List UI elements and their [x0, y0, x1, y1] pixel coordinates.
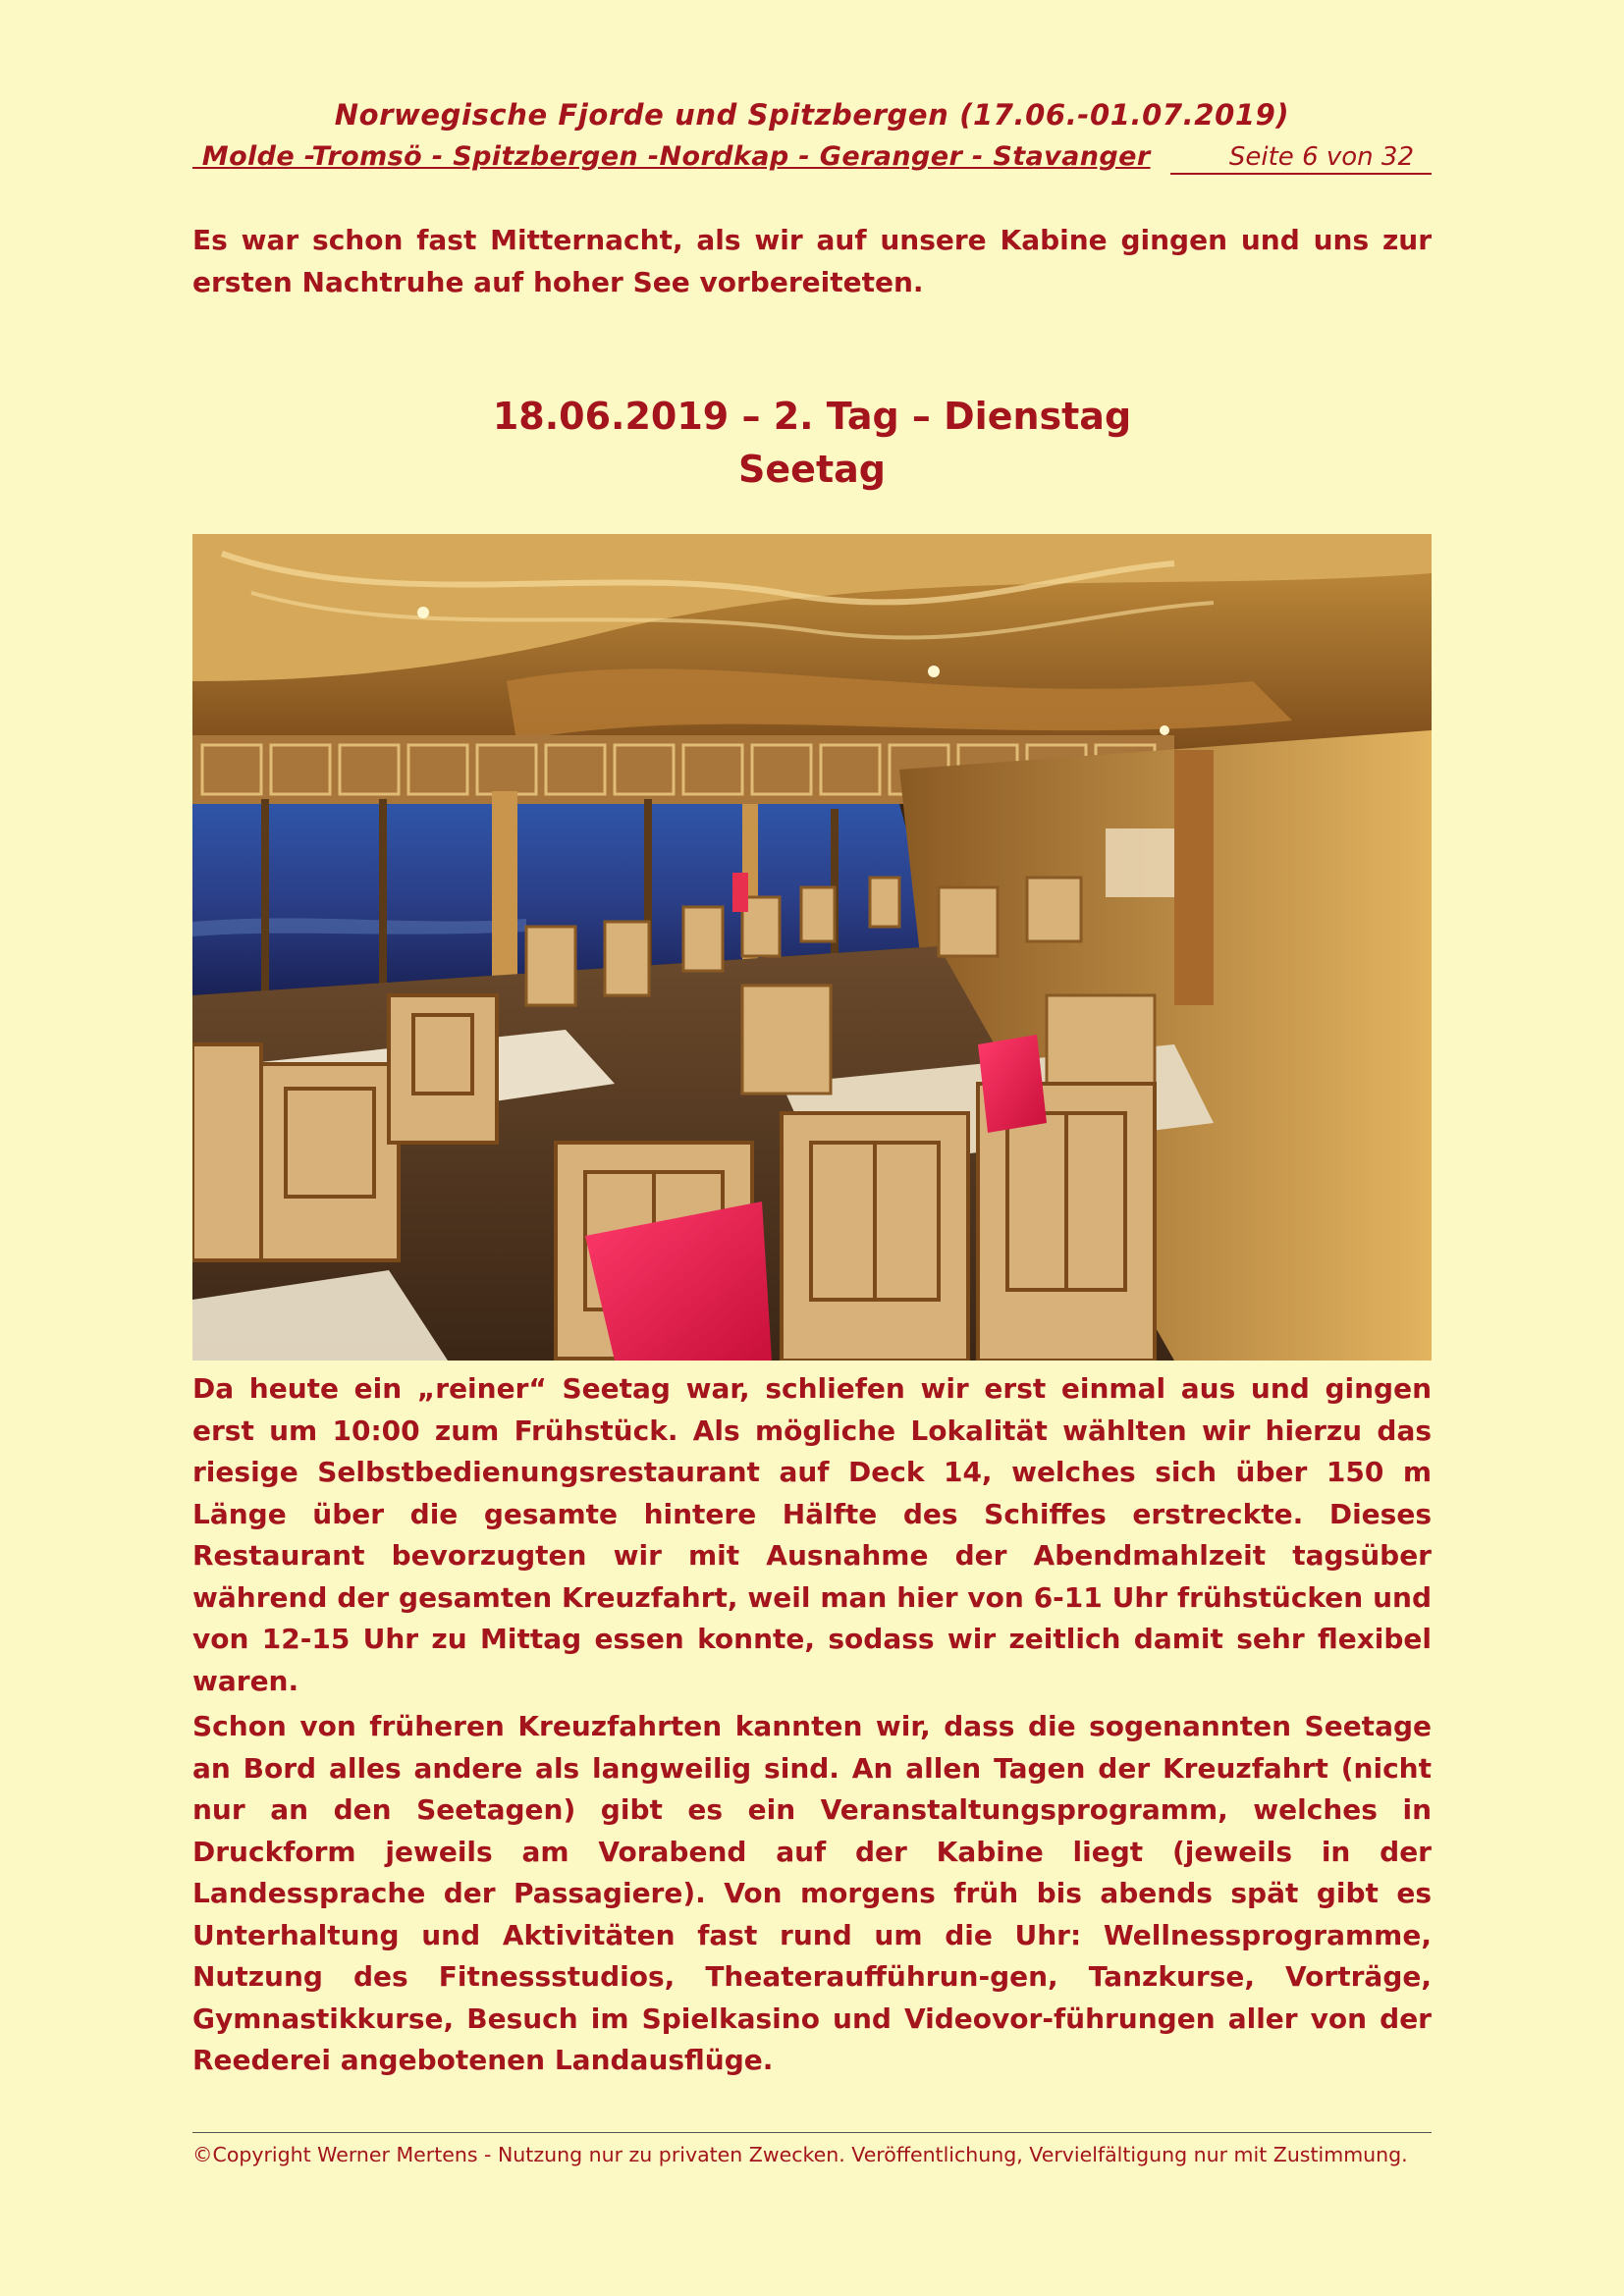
footer-divider [192, 2132, 1432, 2133]
route-text: Molde -Tromsö - Spitzbergen -Nordkap - Geranger - Stavanger [192, 141, 1151, 172]
copyright-footer: ©Copyright Werner Mertens - Nutzung nur zu privaten Zwecken. Veröffentlichung, Vervielfältigung nur mit Zustimmung. [192, 2143, 1408, 2166]
document-title: Norwegische Fjorde und Spitzbergen (17.06.-01.07.2019) [334, 98, 1290, 132]
restaurant-photo [192, 534, 1432, 1361]
paragraph-seaday-program: Schon von früheren Kreuzfahrten kannten wir, dass die sogenannten Seetage an Bord alles andere als langweilig sind. An allen Tagen der Kreuzfahrt (nicht nur an den Seetagen) gibt es ein Veranstaltungsprogramm, welches in Druckform jeweils am Vorabend auf der Kabine liegt (jeweils in der Landessprache der Passagiere). Von morgens früh bis abends spät gibt es Unterhaltung und Aktivitäten fast rund um die Uhr: Wellnessprogramme, Nutzung des Fitnessstudios, Theateraufführun-gen, Tanzkurse, Vorträge, Gymnastikkurse, Besuch im Spielkasino und Videovor-führungen aller von der Reederei angebotenen Landausflüge. [192, 1710, 1432, 2076]
day-heading: 18.06.2019 – 2. Tag – Dienstag [492, 395, 1132, 438]
route-line [192, 139, 1432, 177]
page-number: Seite 6 von 32 [1228, 142, 1414, 172]
day-subheading: Seetag [738, 448, 886, 491]
intro-paragraph: Es war schon fast Mitternacht, als wir auf unsere Kabine gingen und uns zur ersten Nachtruhe auf hoher See vorbereiteten. [192, 224, 1432, 298]
paragraph-breakfast: Da heute ein „reiner“ Seetag war, schliefen wir erst einmal aus und gingen erst um 10:00 zum Frühstück. Als mögliche Lokalität wählten wir hierzu das riesige Selbstbedienungsrestaurant auf Deck 14, welches sich über 150 m Länge über die gesamte hintere Hälfte des Schiffes erstreckte. Dieses Restaurant bevorzugten wir mit Ausnahme der Abendmahlzeit tagsüber während der gesamten Kreuzfahrt, weil man hier von 6-11 Uhr frühstücken und von 12-15 Uhr zu Mittag essen konnte, sodass wir zeitlich damit sehr flexibel waren. [192, 1372, 1432, 1697]
page-header [192, 96, 1432, 177]
